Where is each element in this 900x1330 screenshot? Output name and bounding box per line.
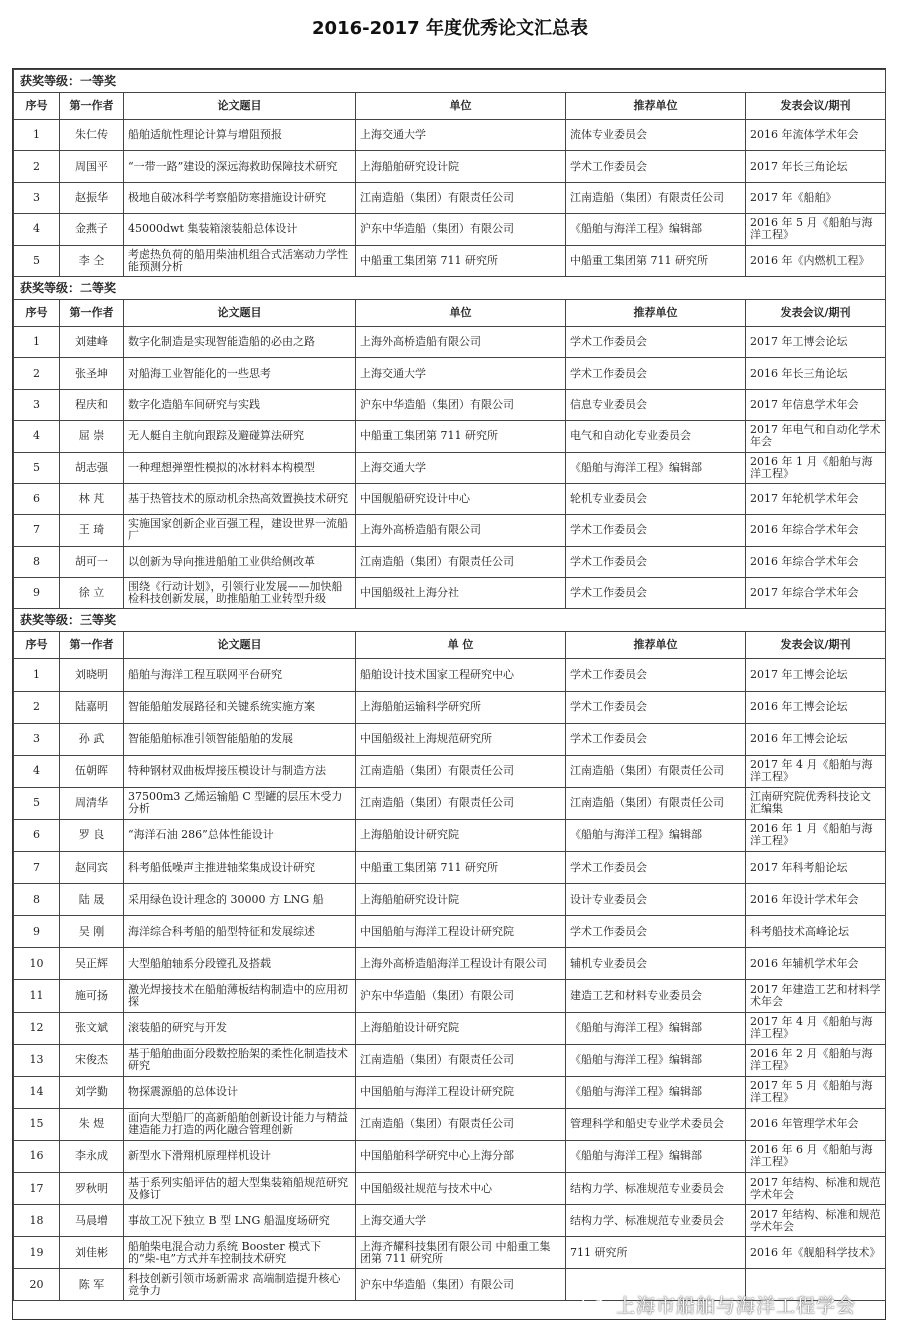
col-recommender-cell: 学术工作委员会 — [566, 916, 746, 948]
col-author-cell: 陆嘉明 — [60, 691, 124, 723]
col-venue-cell: 2016 年工博会论坛 — [746, 691, 886, 723]
col-author-cell: 朱 煜 — [60, 1108, 124, 1140]
col-organization-cell: 中国船级社上海分社 — [356, 578, 566, 609]
col-venue-cell: 2017 年建造工艺和材料学术年会 — [746, 980, 886, 1012]
col-author-header: 第一作者 — [60, 632, 124, 659]
col-title-cell: 物探震源船的总体设计 — [124, 1076, 356, 1108]
table-row — [14, 546, 886, 577]
col-organization-cell: 上海交通大学 — [356, 120, 566, 151]
col-title-cell: 基于系列实船评估的超大型集装箱船规范研究及修订 — [124, 1172, 356, 1204]
col-organization-cell: 中国船级社上海规范研究所 — [356, 723, 566, 755]
col-index-cell: 6 — [14, 483, 60, 514]
col-author-cell: 张圣坤 — [60, 358, 124, 389]
col-recommender-cell: 学术工作委员会 — [566, 151, 746, 182]
col-recommender-cell: 学术工作委员会 — [566, 578, 746, 609]
table-row — [14, 358, 886, 389]
col-venue-cell: 2016 年辅机学术年会 — [746, 948, 886, 980]
col-venue-cell: 2017 年科考船论坛 — [746, 852, 886, 884]
col-author-cell: 刘晓明 — [60, 659, 124, 691]
col-recommender-cell: 江南造船（集团）有限责任公司 — [566, 755, 746, 787]
col-author-cell: 刘建峰 — [60, 326, 124, 357]
col-venue-header: 发表会议/期刊 — [746, 93, 886, 120]
table-row — [14, 723, 886, 755]
table-row — [14, 326, 886, 357]
table-row — [14, 421, 886, 452]
col-index-cell: 11 — [14, 980, 60, 1012]
col-title-cell: 采用绿色设计理念的 30000 方 LNG 船 — [124, 884, 356, 916]
col-index-cell: 7 — [14, 515, 60, 546]
col-venue-cell: 2017 年工博会论坛 — [746, 659, 886, 691]
col-title-cell: 海洋综合科考船的船型特征和发展综述 — [124, 916, 356, 948]
col-index-cell: 3 — [14, 723, 60, 755]
col-title-cell: 对船海工业智能化的一些思考 — [124, 358, 356, 389]
col-author-cell: 李 仝 — [60, 245, 124, 276]
col-organization-cell: 上海齐耀科技集团有限公司 中船重工集团第 711 研究所 — [356, 1237, 566, 1269]
col-index-cell: 12 — [14, 1012, 60, 1044]
col-author-cell: 孙 武 — [60, 723, 124, 755]
col-recommender-cell: 学术工作委员会 — [566, 546, 746, 577]
col-author-cell: 林 芃 — [60, 483, 124, 514]
table-row — [14, 755, 886, 787]
col-venue-cell: 2016 年工博会论坛 — [746, 723, 886, 755]
table-row — [14, 182, 886, 213]
col-author-cell: 赵同宾 — [60, 852, 124, 884]
col-author-cell: 朱仁传 — [60, 120, 124, 151]
table-header-row — [14, 93, 886, 120]
table-row — [14, 151, 886, 182]
col-venue-cell: 2017 年结构、标准和规范学术年会 — [746, 1205, 886, 1237]
col-venue-cell: 2017 年《船舶》 — [746, 182, 886, 213]
table-row — [14, 691, 886, 723]
col-author-cell: 屈 崇 — [60, 421, 124, 452]
section-heading: 获奖等级：二等奖 — [14, 276, 886, 299]
col-organization-cell: 中国船舶与海洋工程设计研究院 — [356, 916, 566, 948]
col-recommender-cell: 学术工作委员会 — [566, 326, 746, 357]
table-row — [14, 659, 886, 691]
col-index-cell: 1 — [14, 326, 60, 357]
col-index-header: 序号 — [14, 299, 60, 326]
table-row — [14, 214, 886, 245]
table-row — [14, 852, 886, 884]
col-title-cell: 激光焊接技术在船舶薄板结构制造中的应用初探 — [124, 980, 356, 1012]
col-venue-cell: 2016 年 1 月《船舶与海洋工程》 — [746, 452, 886, 483]
col-index-cell: 5 — [14, 787, 60, 819]
col-organization-cell: 沪东中华造船（集团）有限公司 — [356, 1269, 566, 1301]
col-title-cell: 极地自破冰科学考察船防寒措施设计研究 — [124, 182, 356, 213]
page-title: 2016-2017 年度优秀论文汇总表 — [312, 18, 588, 39]
table-header-row — [14, 299, 886, 326]
col-venue-cell: 科考船技术高峰论坛 — [746, 916, 886, 948]
col-organization-cell: 中船重工集团第 711 研究所 — [356, 421, 566, 452]
col-author-cell: 徐 立 — [60, 578, 124, 609]
col-venue-cell: 2017 年工博会论坛 — [746, 326, 886, 357]
col-author-cell: 程庆和 — [60, 389, 124, 420]
col-author-cell: 马晨增 — [60, 1205, 124, 1237]
col-recommender-cell: 711 研究所 — [566, 1237, 746, 1269]
col-index-cell: 13 — [14, 1044, 60, 1076]
col-organization-cell: 船舶设计技术国家工程研究中心 — [356, 659, 566, 691]
col-recommender-cell: 《船舶与海洋工程》编辑部 — [566, 1044, 746, 1076]
col-title-cell: 智能船舶标准引领智能船舶的发展 — [124, 723, 356, 755]
col-title-cell: 一种理想弹塑性模拟的冰材料本构模型 — [124, 452, 356, 483]
table-row — [14, 916, 886, 948]
table-row — [14, 1172, 886, 1204]
section-heading: 获奖等级：一等奖 — [14, 70, 886, 93]
col-title-cell: 实施国家创新企业百强工程，建设世界一流船厂 — [124, 515, 356, 546]
col-recommender-header: 推荐单位 — [566, 632, 746, 659]
table-row — [14, 452, 886, 483]
col-index-cell: 10 — [14, 948, 60, 980]
col-venue-cell: 2016 年长三角论坛 — [746, 358, 886, 389]
col-author-cell: 胡志强 — [60, 452, 124, 483]
col-title-cell: 以创新为导向推进船舶工业供给侧改革 — [124, 546, 356, 577]
col-title-cell: 智能船舶发展路径和关键系统实施方案 — [124, 691, 356, 723]
col-venue-cell: 2016 年 1 月《船舶与海洋工程》 — [746, 819, 886, 851]
col-recommender-cell: 《船舶与海洋工程》编辑部 — [566, 1012, 746, 1044]
col-author-cell: 吴 刚 — [60, 916, 124, 948]
col-title-cell: 数字化造船车间研究与实践 — [124, 389, 356, 420]
col-title-cell: 考虑热负荷的船用柴油机组合式活塞动力学性能预测分析 — [124, 245, 356, 276]
col-recommender-cell: 结构力学、标准规范专业委员会 — [566, 1172, 746, 1204]
col-title-cell: 船舶适航性理论计算与增阻预报 — [124, 120, 356, 151]
col-organization-cell: 上海船舶研究设计院 — [356, 884, 566, 916]
col-organization-cell: 江南造船（集团）有限责任公司 — [356, 546, 566, 577]
col-recommender-cell: 《船舶与海洋工程》编辑部 — [566, 819, 746, 851]
col-index-cell: 9 — [14, 578, 60, 609]
col-author-cell: 周国平 — [60, 151, 124, 182]
col-venue-cell: 2016 年 2 月《船舶与海洋工程》 — [746, 1044, 886, 1076]
col-organization-cell: 上海外高桥造船有限公司 — [356, 515, 566, 546]
col-venue-cell: 2016 年 5 月《船舶与海洋工程》 — [746, 214, 886, 245]
col-author-cell: 赵振华 — [60, 182, 124, 213]
col-organization-cell: 上海外高桥造船有限公司 — [356, 326, 566, 357]
col-index-cell: 4 — [14, 214, 60, 245]
col-recommender-cell: 学术工作委员会 — [566, 723, 746, 755]
col-organization-cell: 沪东中华造船（集团）有限公司 — [356, 389, 566, 420]
col-author-cell: 张文斌 — [60, 1012, 124, 1044]
col-title-cell: 滚装船的研究与开发 — [124, 1012, 356, 1044]
col-title-cell: 船舶柴电混合动力系统 Booster 模式下的“柴-电”方式并车控制技术研究 — [124, 1237, 356, 1269]
col-recommender-cell: 学术工作委员会 — [566, 515, 746, 546]
table-row — [14, 1237, 886, 1269]
col-recommender-cell: 江南造船（集团）有限责任公司 — [566, 182, 746, 213]
col-index-cell: 16 — [14, 1140, 60, 1172]
col-recommender-cell: 《船舶与海洋工程》编辑部 — [566, 214, 746, 245]
col-title-cell: 大型船舶轴系分段镗孔及搭载 — [124, 948, 356, 980]
col-author-cell: 金燕子 — [60, 214, 124, 245]
col-recommender-cell: 建造工艺和材料专业委员会 — [566, 980, 746, 1012]
col-venue-cell: 2016 年综合学术年会 — [746, 515, 886, 546]
col-title-cell: 特种钢材双曲板焊接压模设计与制造方法 — [124, 755, 356, 787]
col-organization-cell: 中船重工集团第 711 研究所 — [356, 245, 566, 276]
col-index-cell: 2 — [14, 691, 60, 723]
col-organization-cell: 江南造船（集团）有限责任公司 — [356, 787, 566, 819]
col-venue-cell: 2017 年结构、标准和规范学术年会 — [746, 1172, 886, 1204]
col-venue-cell: 2017 年长三角论坛 — [746, 151, 886, 182]
col-index-cell: 14 — [14, 1076, 60, 1108]
col-title-cell: “海洋石油 286”总体性能设计 — [124, 819, 356, 851]
col-author-header: 第一作者 — [60, 93, 124, 120]
col-recommender-cell: 结构力学、标准规范专业委员会 — [566, 1205, 746, 1237]
col-index-cell: 8 — [14, 546, 60, 577]
section-heading: 获奖等级：三等奖 — [14, 609, 886, 632]
col-author-cell: 刘学勤 — [60, 1076, 124, 1108]
col-title-cell: “一带一路”建设的深远海救助保障技术研究 — [124, 151, 356, 182]
col-title-cell: 新型水下滑翔机原理样机设计 — [124, 1140, 356, 1172]
col-organization-cell: 上海交通大学 — [356, 358, 566, 389]
col-recommender-cell: 辅机专业委员会 — [566, 948, 746, 980]
col-recommender-header: 推荐单位 — [566, 93, 746, 120]
col-recommender-cell: 管理科学和船史专业学术委员会 — [566, 1108, 746, 1140]
col-index-cell: 7 — [14, 852, 60, 884]
col-index-cell: 1 — [14, 120, 60, 151]
col-recommender-cell: 学术工作委员会 — [566, 691, 746, 723]
col-recommender-cell: 信息专业委员会 — [566, 389, 746, 420]
col-index-cell: 6 — [14, 819, 60, 851]
col-venue-cell: 江南研究院优秀科技论文汇编集 — [746, 787, 886, 819]
col-index-cell: 18 — [14, 1205, 60, 1237]
col-venue-cell: 2016 年设计学术年会 — [746, 884, 886, 916]
col-title-cell: 37500m3 乙烯运输船 C 型罐的层压木受力分析 — [124, 787, 356, 819]
col-title-cell: 无人艇自主航向跟踪及避碰算法研究 — [124, 421, 356, 452]
col-organization-cell: 上海船舶设计研究院 — [356, 1012, 566, 1044]
table-row — [14, 787, 886, 819]
table-row — [14, 1108, 886, 1140]
col-organization-cell: 沪东中华造船（集团）有限公司 — [356, 980, 566, 1012]
col-index-cell: 4 — [14, 421, 60, 452]
col-recommender-cell: 学术工作委员会 — [566, 659, 746, 691]
col-venue-cell: 2017 年综合学术年会 — [746, 578, 886, 609]
col-recommender-cell: 流体专业委员会 — [566, 120, 746, 151]
col-organization-cell: 中国船舶与海洋工程设计研究院 — [356, 1076, 566, 1108]
table-row — [14, 389, 886, 420]
col-recommender-cell: 轮机专业委员会 — [566, 483, 746, 514]
col-author-cell: 罗秋明 — [60, 1172, 124, 1204]
col-author-header: 第一作者 — [60, 299, 124, 326]
table-row — [14, 483, 886, 514]
watermark-text: 上海市船舶与海洋工程学会 — [616, 1294, 857, 1317]
wechat-logo-icon — [582, 1293, 608, 1315]
col-index-cell: 17 — [14, 1172, 60, 1204]
col-recommender-cell: 江南造船（集团）有限责任公司 — [566, 787, 746, 819]
col-organization-cell: 中国船舶科学研究中心上海分部 — [356, 1140, 566, 1172]
col-index-cell: 1 — [14, 659, 60, 691]
col-organization-cell: 江南造船（集团）有限责任公司 — [356, 1044, 566, 1076]
col-author-cell: 胡可一 — [60, 546, 124, 577]
col-index-header: 序号 — [14, 632, 60, 659]
col-venue-cell: 2017 年 4 月《船舶与海洋工程》 — [746, 755, 886, 787]
col-index-cell: 15 — [14, 1108, 60, 1140]
col-index-cell: 4 — [14, 755, 60, 787]
col-index-cell: 3 — [14, 389, 60, 420]
table-row — [14, 515, 886, 546]
col-title-cell: 事故工况下独立 B 型 LNG 船温度场研究 — [124, 1205, 356, 1237]
col-recommender-cell: 学术工作委员会 — [566, 852, 746, 884]
col-title-cell: 围绕《行动计划》，引领行业发展——加快船检科技创新发展，助推船舶工业转型升级 — [124, 578, 356, 609]
col-index-cell: 5 — [14, 245, 60, 276]
col-venue-header: 发表会议/期刊 — [746, 632, 886, 659]
col-venue-cell: 2016 年《舰船科学技术》 — [746, 1237, 886, 1269]
col-organization-cell: 中船重工集团第 711 研究所 — [356, 852, 566, 884]
table-row — [14, 980, 886, 1012]
col-venue-cell: 2016 年综合学术年会 — [746, 546, 886, 577]
table-row — [14, 1205, 886, 1237]
col-organization-cell: 中国舰船研究设计中心 — [356, 483, 566, 514]
col-author-cell: 王 琦 — [60, 515, 124, 546]
table-header-row — [14, 632, 886, 659]
col-venue-cell: 2017 年 4 月《船舶与海洋工程》 — [746, 1012, 886, 1044]
col-author-cell: 伍朝晖 — [60, 755, 124, 787]
col-organization-cell: 上海船舶设计研究院 — [356, 819, 566, 851]
col-title-header: 论文题目 — [124, 299, 356, 326]
watermark — [582, 1292, 872, 1316]
col-index-cell: 8 — [14, 884, 60, 916]
col-author-cell: 周清华 — [60, 787, 124, 819]
col-title-cell: 面向大型船厂的高新船舶创新设计能力与精益建造能力打造的两化融合管理创新 — [124, 1108, 356, 1140]
col-title-cell: 数字化制造是实现智能造船的必由之路 — [124, 326, 356, 357]
col-author-cell: 陆 晟 — [60, 884, 124, 916]
col-title-cell: 基于热管技术的原动机余热高效置换技术研究 — [124, 483, 356, 514]
col-venue-cell: 2016 年管理学术年会 — [746, 1108, 886, 1140]
col-recommender-cell: 电气和自动化专业委员会 — [566, 421, 746, 452]
col-organization-cell: 中国船级社规范与技术中心 — [356, 1172, 566, 1204]
col-organization-header: 单位 — [356, 93, 566, 120]
col-venue-header: 发表会议/期刊 — [746, 299, 886, 326]
col-author-cell: 罗 良 — [60, 819, 124, 851]
col-author-cell: 施可扬 — [60, 980, 124, 1012]
col-index-cell: 2 — [14, 358, 60, 389]
table-row — [14, 1076, 886, 1108]
col-organization-cell: 沪东中华造船（集团）有限公司 — [356, 214, 566, 245]
col-recommender-cell: 中船重工集团第 711 研究所 — [566, 245, 746, 276]
col-title-cell: 科考船低噪声主推进轴桨集成设计研究 — [124, 852, 356, 884]
col-organization-header: 单 位 — [356, 632, 566, 659]
col-organization-cell: 上海船舶运输科学研究所 — [356, 691, 566, 723]
col-venue-cell: 2017 年信息学术年会 — [746, 389, 886, 420]
col-venue-cell: 2016 年 6 月《船舶与海洋工程》 — [746, 1140, 886, 1172]
col-index-cell: 9 — [14, 916, 60, 948]
col-venue-cell: 2016 年流体学术年会 — [746, 120, 886, 151]
col-index-cell: 2 — [14, 151, 60, 182]
col-recommender-cell: 设计专业委员会 — [566, 884, 746, 916]
col-organization-cell: 上海交通大学 — [356, 452, 566, 483]
col-recommender-cell: 学术工作委员会 — [566, 358, 746, 389]
col-organization-header: 单位 — [356, 299, 566, 326]
awards-sheet — [12, 68, 886, 1320]
col-recommender-cell: 《船舶与海洋工程》编辑部 — [566, 1140, 746, 1172]
table-row — [14, 948, 886, 980]
col-author-cell: 吴正辉 — [60, 948, 124, 980]
col-index-cell: 3 — [14, 182, 60, 213]
col-title-cell: 基于船舶曲面分段数控胎架的柔性化制造技术研究 — [124, 1044, 356, 1076]
table-row — [14, 884, 886, 916]
awards-table — [13, 69, 886, 1301]
table-row — [14, 819, 886, 851]
col-author-cell: 李永成 — [60, 1140, 124, 1172]
col-index-header: 序号 — [14, 93, 60, 120]
table-row — [14, 1012, 886, 1044]
col-title-header: 论文题目 — [124, 632, 356, 659]
table-row — [14, 245, 886, 276]
col-organization-cell: 江南造船（集团）有限责任公司 — [356, 182, 566, 213]
col-organization-cell: 江南造船（集团）有限责任公司 — [356, 1108, 566, 1140]
col-title-cell: 船舶与海洋工程互联网平台研究 — [124, 659, 356, 691]
table-row — [14, 578, 886, 609]
col-venue-cell: 2017 年电气和自动化学术年会 — [746, 421, 886, 452]
col-title-cell: 45000dwt 集装箱滚装船总体设计 — [124, 214, 356, 245]
col-author-cell: 宋俊杰 — [60, 1044, 124, 1076]
col-title-header: 论文题目 — [124, 93, 356, 120]
col-recommender-header: 推荐单位 — [566, 299, 746, 326]
col-author-cell: 刘佳彬 — [60, 1237, 124, 1269]
table-row — [14, 1044, 886, 1076]
col-organization-cell: 上海船舶研究设计院 — [356, 151, 566, 182]
col-recommender-cell: 《船舶与海洋工程》编辑部 — [566, 1076, 746, 1108]
col-venue-cell: 2017 年 5 月《船舶与海洋工程》 — [746, 1076, 886, 1108]
col-venue-cell: 2017 年轮机学术年会 — [746, 483, 886, 514]
col-index-cell: 20 — [14, 1269, 60, 1301]
col-recommender-cell: 《船舶与海洋工程》编辑部 — [566, 452, 746, 483]
table-row — [14, 1140, 886, 1172]
col-organization-cell: 上海外高桥造船海洋工程设计有限公司 — [356, 948, 566, 980]
col-index-cell: 19 — [14, 1237, 60, 1269]
col-title-cell: 科技创新引领市场新需求 高端制造提升核心竞争力 — [124, 1269, 356, 1301]
col-author-cell: 陈 军 — [60, 1269, 124, 1301]
col-venue-cell: 2016 年《内燃机工程》 — [746, 245, 886, 276]
col-organization-cell: 江南造船（集团）有限责任公司 — [356, 755, 566, 787]
col-index-cell: 5 — [14, 452, 60, 483]
table-row — [14, 120, 886, 151]
col-organization-cell: 上海交通大学 — [356, 1205, 566, 1237]
